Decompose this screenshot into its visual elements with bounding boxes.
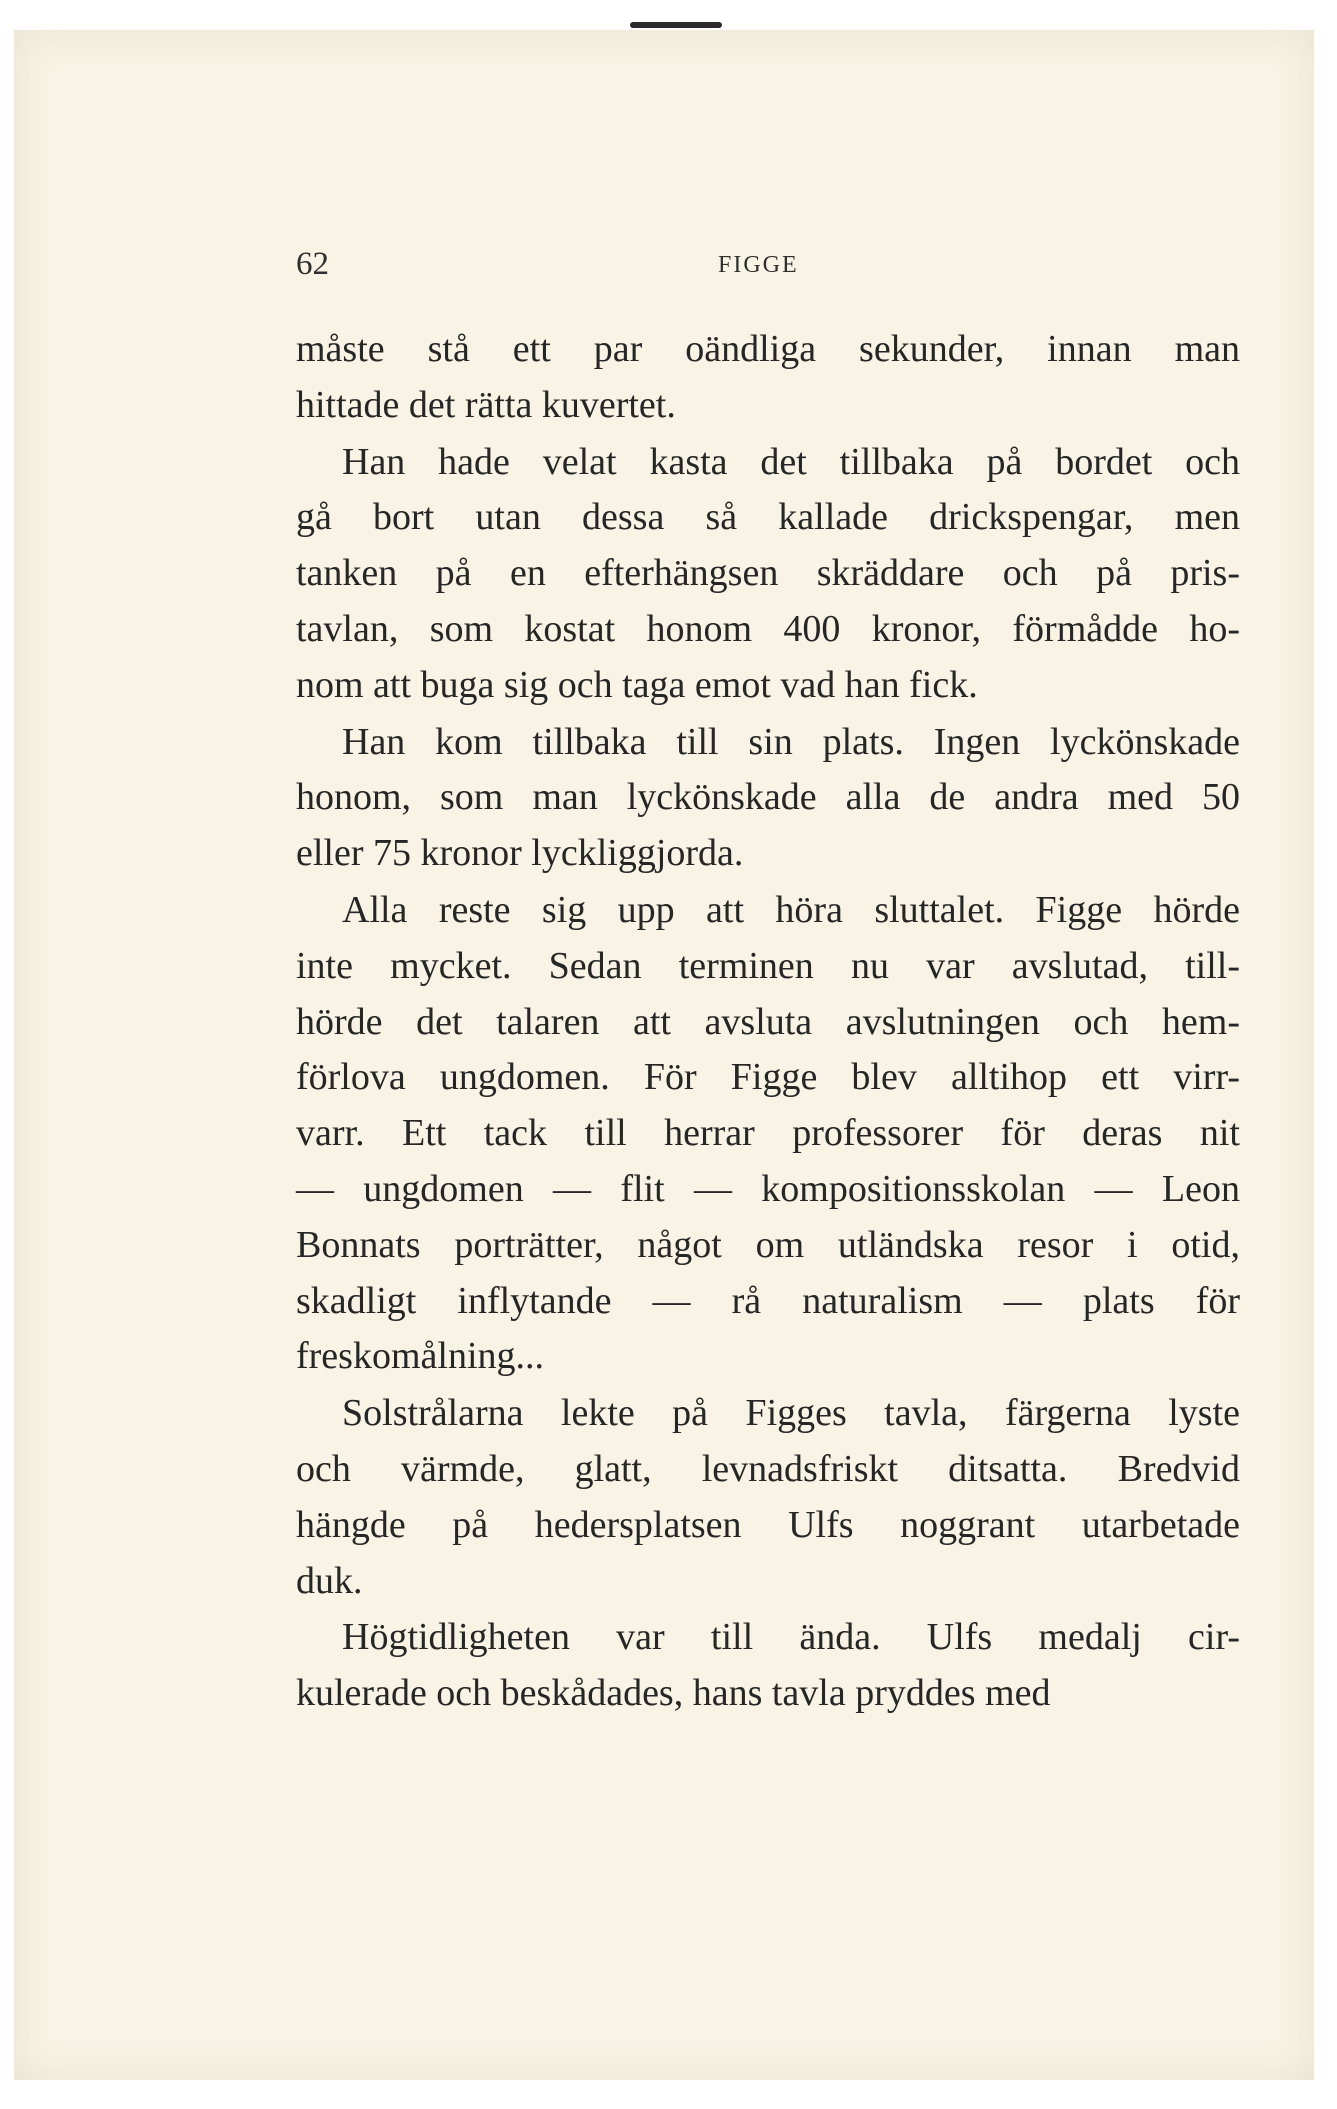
text-line: honom, som man lyckönskade alla de andra med 50 [296, 776, 1240, 819]
page-number: 62 [296, 246, 329, 282]
paragraph [296, 883, 1240, 1385]
text-line: nom att buga sig och taga emot vad han fick. [296, 663, 978, 706]
text-line: och värmde, glatt, levnadsfriskt ditsatta. Bredvid [296, 1447, 1240, 1490]
text-line: hörde det talaren att avsluta avslutningen och hem- [296, 1000, 1240, 1043]
text-line: skadligt inflytande — rå naturalism — plats för [296, 1279, 1240, 1322]
text-line: Bonnats porträtter, något om utländska resor i otid, [296, 1223, 1240, 1266]
text-line: Solstrålarna lekte på Figges tavla, färgerna lyste [342, 1392, 1240, 1435]
body-text [296, 322, 1240, 1722]
text-line: tanken på en efterhängsen skräddare och på pris- [296, 552, 1240, 595]
page-header [296, 242, 1236, 302]
text-line: Han hade velat kasta det tillbaka på bordet och [342, 440, 1240, 483]
text-line: tavlan, som kostat honom 400 kronor, förmådde ho- [296, 607, 1240, 650]
text-line: Alla reste sig upp att höra sluttalet. Figge hörde [342, 888, 1240, 931]
paragraph [296, 715, 1240, 882]
scan-edge-mark [630, 22, 722, 28]
text-line: Högtidligheten var till ända. Ulfs medalj cir- [342, 1616, 1240, 1659]
text-line: måste stå ett par oändliga sekunder, innan man [296, 328, 1240, 370]
paragraph [296, 1386, 1240, 1609]
paragraph [296, 322, 1240, 434]
text-line: freskomålning... [296, 1335, 545, 1378]
text-line: gå bort utan dessa så kallade drickspengar, men [296, 496, 1240, 539]
text-line: förlova ungdomen. För Figge blev alltihop ett virr- [296, 1056, 1240, 1099]
text-line: — ungdomen — flit — kompositionsskolan — Leon [296, 1167, 1240, 1210]
text-line: kulerade och beskådades, hans tavla pryddes med [296, 1672, 1051, 1715]
paragraph [296, 1610, 1240, 1722]
text-line: Han kom tillbaka till sin plats. Ingen lyckönskade [342, 720, 1240, 763]
text-line: varr. Ett tack till herrar professorer för deras nit [296, 1112, 1240, 1155]
paragraph [296, 435, 1240, 714]
text-line: hittade det rätta kuvertet. [296, 383, 676, 426]
text-line: hängde på hedersplatsen Ulfs noggrant utarbetade [296, 1503, 1240, 1546]
text-line: eller 75 kronor lyckliggjorda. [296, 832, 744, 875]
running-head: FIGGE [718, 252, 799, 278]
text-line: inte mycket. Sedan terminen nu var avslutad, till- [296, 944, 1240, 987]
text-line: duk. [296, 1559, 363, 1602]
